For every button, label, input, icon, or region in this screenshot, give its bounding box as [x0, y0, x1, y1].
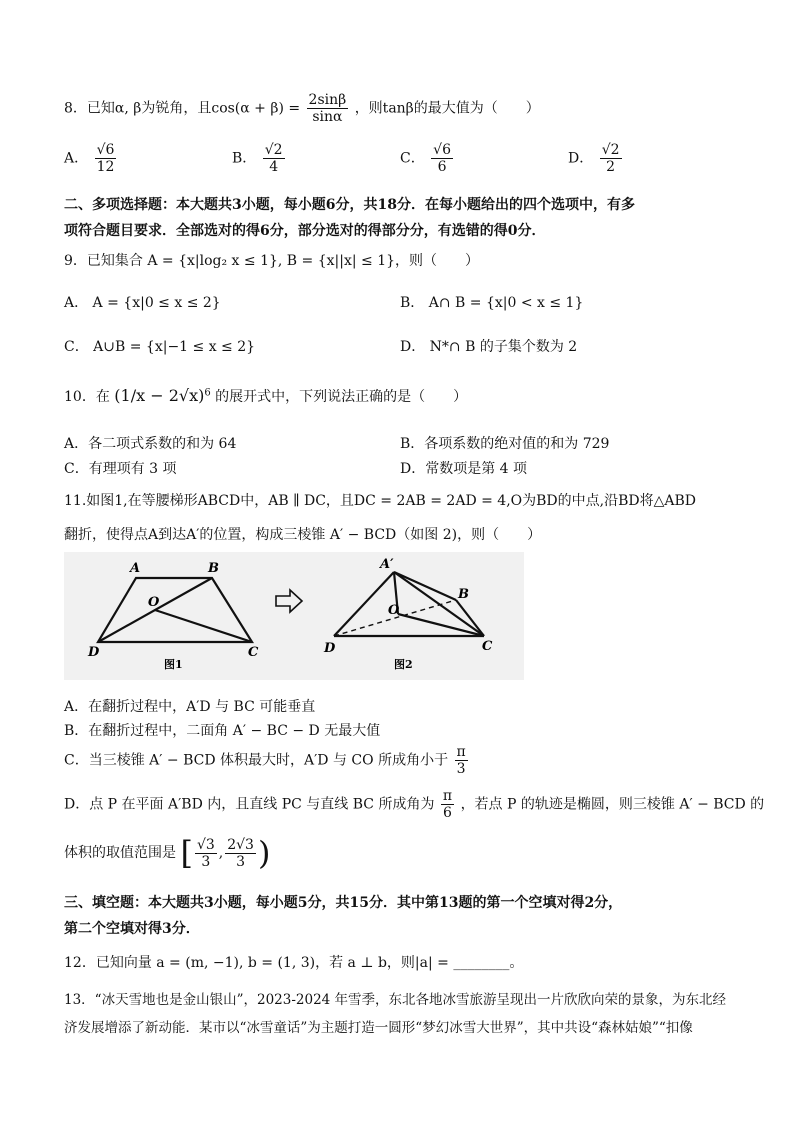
fig2-label-c: C — [482, 639, 493, 654]
fig1-label-o: O — [148, 595, 160, 610]
q8-opt-b-num: √2 — [264, 142, 283, 158]
q13-line2: 济发展增添了新动能．某市以“冰雪童话”为主题打造一圆形“梦幻冰雪大世界”，其中共设“森林姑娘”“扣像 — [64, 1020, 693, 1036]
q8-stem-b: ，则tanβ的最大值为（ ） — [354, 100, 540, 117]
q8-opt-d-num: √2 — [601, 142, 620, 158]
q8-opt-b-den: 4 — [269, 159, 279, 175]
q12-stem: 12．已知向量 a = (m, −1), b = (1, 3)，若 a ⊥ b，则|a| = ________。 — [64, 955, 524, 971]
right-paren-icon: ) — [257, 834, 271, 872]
q11-d-num: π — [442, 788, 453, 804]
q11-d-r2d: 3 — [236, 853, 246, 870]
fig2-label-a-prime: A′ — [380, 557, 394, 572]
fig1-label-a: A — [130, 561, 141, 576]
q8-opt-c-num: √6 — [433, 142, 451, 158]
q11-stem-line1: 11.如图1,在等腰梯形ABCD中，AB ∥ DC，且DC = 2AB = 2AD = 4,O为BD的中点,沿BD将△ABD — [64, 493, 696, 509]
q11-d-r2n: 2√3 — [227, 836, 254, 853]
q11-d-text: D．点 P 在平面 A′BD 内，且直线 PC 与直线 BC 所成角为 — [64, 796, 435, 813]
q11-d-frac — [441, 788, 454, 821]
q10-pre: 10．在 — [64, 389, 110, 405]
q11-d-range-high — [225, 837, 256, 870]
q8-opt-a-den: 12 — [96, 159, 115, 175]
q10-expression: (1/x − 2√x) — [114, 386, 205, 405]
q8-option-a — [64, 142, 118, 175]
q11-option-b: B．在翻折过程中，二面角 A′ − BC − D 无最大值 — [64, 723, 381, 739]
q11-d-range-low — [195, 837, 217, 870]
q11-option-a: A．在翻折过程中，A′D 与 BC 可能垂直 — [64, 699, 316, 715]
section3-heading-line1: 三、填空题：本大题共3小题，每小题5分，共15分．其中第13题的第一个空填对得2分， — [64, 895, 623, 911]
q11-d-den: 6 — [443, 805, 452, 821]
q8-opt-d-frac — [600, 142, 622, 175]
q9-option-d: D． N*∩ B 的子集个数为 2 — [400, 339, 578, 355]
q8-option-d — [568, 142, 624, 175]
q10-option-b: B．各项系数的绝对值的和为 729 — [400, 436, 610, 452]
q11-stem-line2: 翻折，使得点A到达A′的位置，构成三棱锥 A′ − BCD（如图 2)，则（ ） — [64, 527, 542, 543]
q10-option-a: A．各二项式系数的和为 64 — [64, 436, 237, 452]
q11-c-text: C．当三棱锥 A′ − BCD 体积最大时，A′D 与 CO 所成角小于 — [64, 752, 449, 769]
q8-opt-c-label: C． — [400, 150, 425, 167]
q9-stem: 9．已知集合 A = {x|log₂ x ≤ 1}, B = {x||x| ≤ 1}，则（ ） — [64, 253, 480, 269]
fig1-label-c: C — [248, 645, 259, 660]
fig2-label-d: D — [324, 641, 336, 656]
q8-option-c — [400, 142, 455, 175]
q11-figure — [64, 552, 524, 680]
section3-heading-line2: 第二个空填对得3分． — [64, 921, 200, 937]
fig1-label-d: D — [88, 645, 100, 660]
q9-option-c: C． A∪B = {x|−1 ≤ x ≤ 2} — [64, 339, 256, 355]
q10-option-c: C．有理项有 3 项 — [64, 461, 177, 477]
q8-opt-b-label: B． — [232, 150, 257, 167]
q8-opt-a-frac — [95, 142, 117, 175]
q8-stem-a: 8．已知α, β为锐角，且cos(α + β) = — [64, 100, 301, 117]
section2-heading-line2: 项符合题目要求．全部选对的得6分，部分选对的得部分分，有选错的得0分． — [64, 223, 546, 239]
q11-d-r1n: √3 — [196, 836, 215, 853]
q11-c-num: π — [456, 744, 466, 760]
q8-frac-num: 2sinβ — [308, 92, 347, 108]
q8-opt-d-label: D． — [568, 150, 594, 167]
q8-opt-c-frac — [431, 142, 453, 175]
section2-heading-line1: 二、多项选择题：本大题共3小题，每小题6分，共18分．在每小题给出的四个选项中，有多 — [64, 197, 635, 213]
left-bracket-icon: [ — [180, 834, 193, 872]
fig2-label-o: O — [388, 603, 400, 618]
fig1-label-b: B — [208, 561, 219, 576]
q9-option-a: A． A = {x|0 ≤ x ≤ 2} — [64, 295, 221, 311]
q8-fraction — [307, 92, 349, 125]
q11-option-d — [64, 788, 764, 821]
q11-d-line2-text: 体积的取值范围是 — [64, 845, 176, 861]
q11-c-den: 3 — [456, 761, 466, 777]
q10-post: 的展开式中，下列说法正确的是（ ） — [215, 389, 468, 405]
q11-d-r1d: 3 — [201, 853, 211, 870]
q8-opt-d-den: 2 — [606, 159, 616, 175]
q10-stem — [64, 386, 467, 406]
q8-opt-a-num: √6 — [96, 142, 115, 158]
q10-option-d: D．常数项是第 4 项 — [400, 461, 528, 477]
q11-d-post: ，若点 P 的轨迹是椭圆，则三棱锥 A′ − BCD 的 — [460, 796, 765, 813]
q11-option-c — [64, 744, 470, 777]
q13-line1: 13．“冰天雪地也是金山银山”，2023-2024 年雪季，东北各地冰雪旅游呈现出一片欣欣向荣的景象，为东北经 — [64, 992, 727, 1008]
q10-exponent: 6 — [204, 387, 211, 399]
q11-c-frac — [455, 744, 468, 777]
q8-opt-a-label: A． — [64, 150, 89, 167]
q8-opt-c-den: 6 — [437, 159, 447, 175]
q8-frac-den: sinα — [312, 109, 343, 125]
q8-opt-b-frac — [263, 142, 285, 175]
q8-stem — [64, 92, 540, 125]
fig1-caption: 图1 — [164, 658, 183, 671]
q11-option-d-line2: 体积的取值范围是 [ $\frac{√3}{3}$ , $\frac{2√3}{3}$ ) — [64, 834, 271, 872]
q8-option-b — [232, 142, 287, 175]
fig2-caption: 图2 — [394, 658, 413, 671]
q9-option-b: B． A∩ B = {x|0 < x ≤ 1} — [400, 295, 584, 311]
fig2-label-b: B — [458, 587, 469, 602]
